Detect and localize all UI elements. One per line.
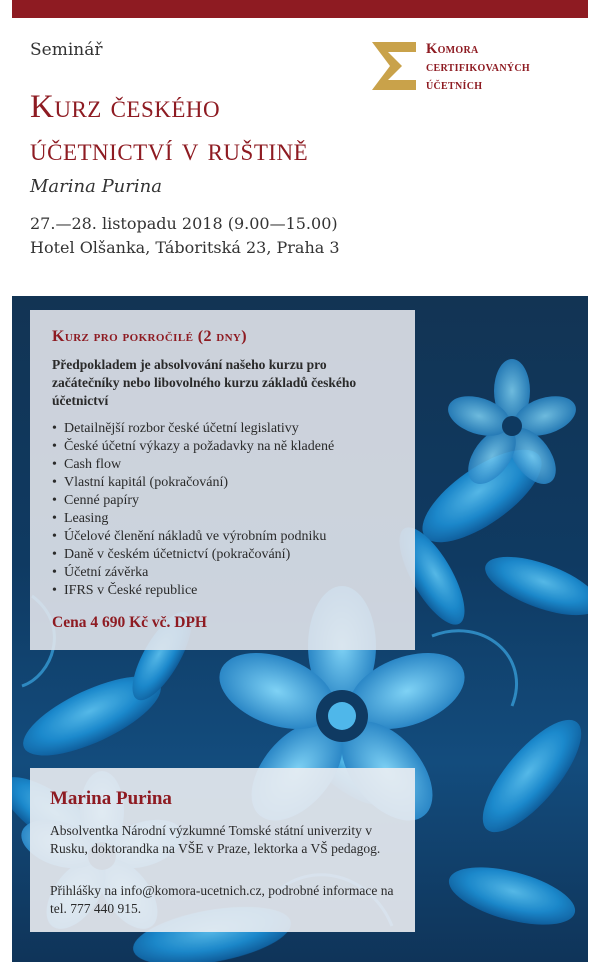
seminar-label: Seminář	[30, 40, 103, 60]
bio-description: Absolventka Národní výzkumné Tomské státní univerzity v Rusku, doktorandka na VŠE v Praze, lektorka a VŠ pedagog.	[50, 823, 381, 856]
list-item: • IFRS v České republice	[52, 582, 334, 600]
list-item: • Leasing	[52, 510, 334, 528]
list-item: • České účetní výkazy a požadavky na ně kladené	[52, 438, 334, 456]
list-item: • Účetní závěrka	[52, 564, 334, 582]
list-item: • Cenné papíry	[52, 492, 334, 510]
lecturer-name: Marina Purina	[30, 176, 162, 197]
list-item: • Daně v českém účetnictví (pokračování)	[52, 546, 334, 564]
title-line-1: Kurz českého	[30, 89, 221, 125]
title-line-2: účetnictví v ruštině	[30, 132, 309, 168]
course-info-card	[30, 310, 415, 650]
bio-name: Marina Purina	[50, 788, 172, 809]
course-prerequisite: Předpokladem je absolvování našeho kurzu pro začátečníky nebo libovolného kurzu základů českého účetnictví	[52, 357, 357, 408]
logo-line-3: účetních	[426, 77, 483, 93]
list-item: • Cash flow	[52, 456, 334, 474]
course-heading: Kurz pro pokročilé (2 dny)	[52, 328, 248, 345]
event-venue: Hotel Olšanka, Táboritská 23, Praha 3	[30, 238, 340, 257]
sigma-logo-icon	[372, 42, 416, 90]
list-item: • Detailnější rozbor české účetní legislativy	[52, 420, 334, 438]
course-topics-list	[52, 420, 334, 600]
registration-contact: Přihlášky na info@komora-ucetnich.cz, podrobné informace na tel. 777 440 915.	[50, 883, 394, 916]
list-item: • Vlastní kapitál (pokračování)	[52, 474, 334, 492]
course-price: Cena 4 690 Kč vč. DPH	[52, 614, 207, 631]
list-item: • Účelové členění nákladů ve výrobním podniku	[52, 528, 334, 546]
top-color-bar	[12, 0, 588, 18]
lecturer-bio-card	[30, 768, 415, 932]
course-title	[30, 86, 450, 172]
event-date: 27.—28. listopadu 2018 (9.00—15.00)	[30, 214, 338, 233]
logo-line-2: certifikovaných	[426, 59, 530, 75]
logo-line-1: Komora	[426, 41, 479, 57]
